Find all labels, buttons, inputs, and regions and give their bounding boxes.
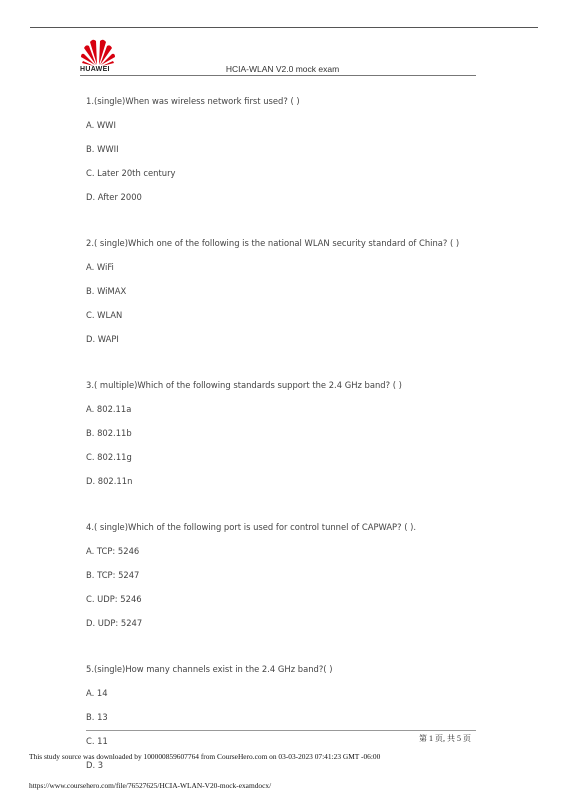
- option-c: C. Later 20th century: [86, 168, 176, 178]
- option-b: B. WWII: [86, 144, 119, 154]
- option-a: A. 14: [86, 688, 108, 698]
- brand-wordmark: HUAWEI: [80, 66, 110, 73]
- question-text: 3.( multiple)Which of the following standards support the 2.4 GHz band? ( ): [86, 380, 402, 390]
- question-text: 1.(single)When was wireless network first used? ( ): [86, 96, 300, 106]
- question-4: [86, 521, 486, 629]
- option-a: A. TCP: 5246: [86, 546, 140, 556]
- question-3: [86, 379, 486, 487]
- question-text: 4.( single)Which of the following port is used for control tunnel of CAPWAP? ( ).: [86, 522, 417, 532]
- document-header-title: HCIA-WLAN V2.0 mock exam: [225, 64, 340, 74]
- question-1: [86, 95, 486, 203]
- header-divider: [80, 75, 476, 76]
- option-a: A. WiFi: [86, 262, 114, 272]
- footer-divider: [86, 730, 476, 731]
- option-a: A. WWI: [86, 120, 116, 130]
- option-d: D. 802.11n: [86, 476, 133, 486]
- question-2: [86, 237, 486, 345]
- option-c: C. 11: [86, 736, 108, 746]
- option-d: D. WAPI: [86, 334, 119, 344]
- option-d: D. UDP: 5247: [86, 618, 143, 628]
- option-b: B. TCP: 5247: [86, 570, 140, 580]
- option-b: B. WiMAX: [86, 286, 127, 296]
- option-c: C. WLAN: [86, 310, 123, 320]
- option-b: B. 13: [86, 712, 108, 722]
- page-number: 第 1 页, 共 5 页: [419, 734, 471, 743]
- option-d: D. After 2000: [86, 192, 142, 202]
- option-a: A. 802.11a: [86, 404, 132, 414]
- source-url-link[interactable]: https://www.coursehero.com/file/76527625/HCIA-WLAN-V20-mock-examdocx/: [29, 781, 272, 790]
- option-d: D. 3: [86, 760, 104, 770]
- download-notice: This study source was downloaded by 100000859607764 from CourseHero.com on 03-03-2023 07:41:23 GMT -06:00: [29, 752, 381, 761]
- option-b: B. 802.11b: [86, 428, 132, 438]
- option-c: C. 802.11g: [86, 452, 132, 462]
- question-text: 2.( single)Which one of the following is the national WLAN security standard of China? ( ): [86, 238, 460, 248]
- option-c: C. UDP: 5246: [86, 594, 142, 604]
- question-list: [86, 85, 486, 771]
- question-text: 5.(single)How many channels exist in the 2.4 GHz band?( ): [86, 664, 333, 674]
- top-divider: [30, 27, 538, 28]
